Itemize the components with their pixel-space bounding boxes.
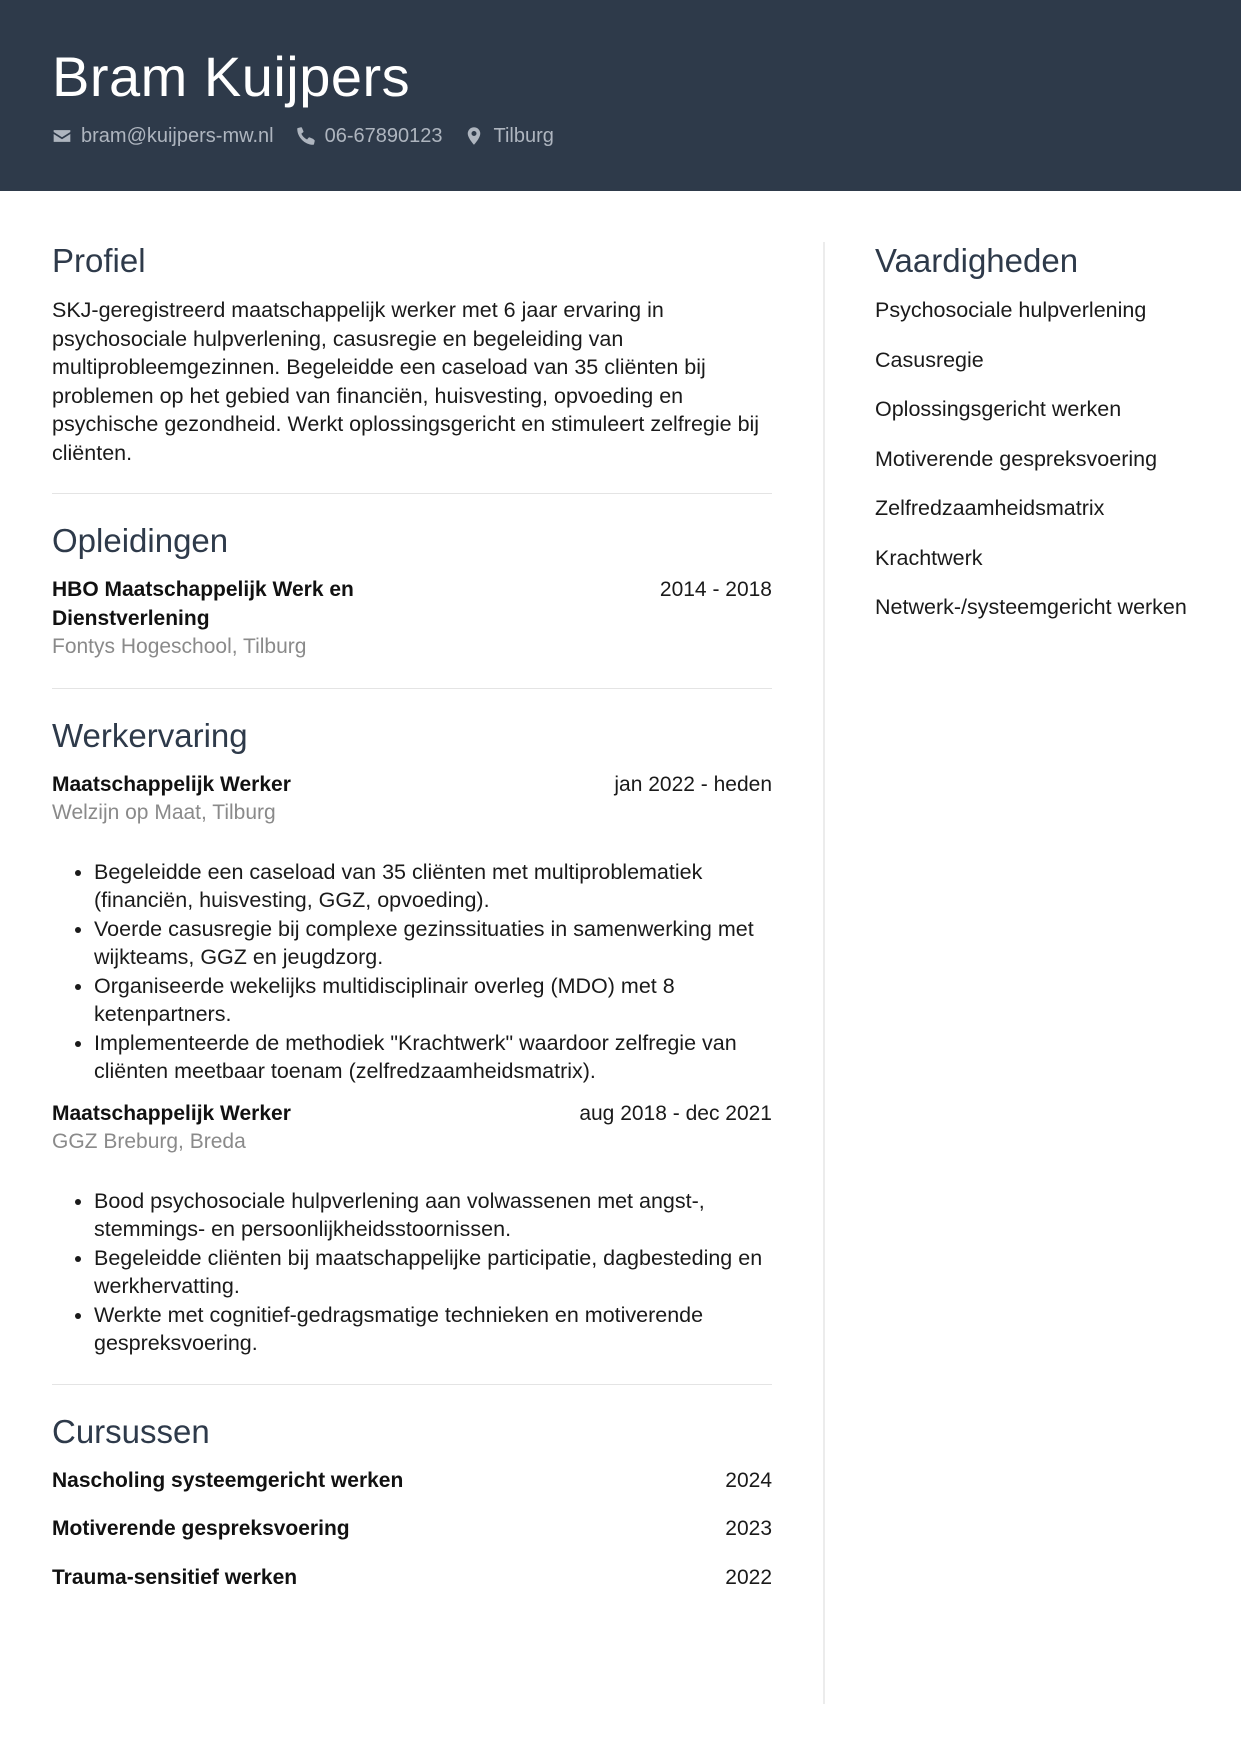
column-divider <box>823 242 825 1704</box>
courses-section <box>52 1409 772 1639</box>
course-entry <box>52 1515 772 1544</box>
job-bullet: • Voerde casusregie bij complexe gezinssituaties in samenwerking met wijkteams, GGZ en jeugdzorg. <box>94 915 772 972</box>
education-section <box>52 518 772 689</box>
course-year: 2023 <box>725 1517 772 1540</box>
profile-text: SKJ-geregistreerd maatschappelijk werker met 6 jaar ervaring in psychosociale hulpverlening, casusregie en begeleiding van multiprobleemgezinnen. Begeleidde een caseload van 35 cliënten bij problemen op het gebied van financiën, huisvesting, opvoeding en psychische gezondheid. Werkt oplossingsgericht en stimuleert zelfregie bij cliënten. <box>52 298 760 465</box>
school-name: Fontys Hogeschool, Tilburg <box>52 635 307 658</box>
job-bullet: • Organiseerde wekelijks multidisciplinair overleg (MDO) met 8 ketenpartners. <box>94 972 772 1029</box>
section-title-skills: Vaardigheden <box>875 242 1079 279</box>
skill-item: Zelfredzaamheidsmatrix <box>875 496 1105 520</box>
job-role: Maatschappelijk Werker <box>52 1101 291 1125</box>
education-entry <box>52 576 772 662</box>
job-bullet: • Werkte met cognitief-gedragsmatige technieken en motiverende gespreksvoering. <box>94 1301 772 1358</box>
course-entry <box>52 1467 772 1496</box>
job-dates: aug 2018 - dec 2021 <box>579 1101 772 1125</box>
education-dates: 2014 - 2018 <box>659 578 772 601</box>
job-role: Maatschappelijk Werker <box>52 772 291 796</box>
map-pin-icon <box>464 126 484 146</box>
phone-icon <box>296 126 316 146</box>
job-entry <box>52 771 772 1086</box>
envelope-icon <box>52 126 72 146</box>
skill-item: Psychosociale hulpverlening <box>875 298 1147 322</box>
skill-item: Oplossingsgericht werken <box>875 397 1122 421</box>
section-title-experience: Werkervaring <box>52 716 248 754</box>
job-dates: jan 2022 - heden <box>614 772 772 796</box>
sidebar-column <box>875 238 1205 643</box>
job-entry <box>52 1100 772 1358</box>
course-name: Trauma-sensitief werken <box>52 1565 298 1589</box>
course-name: Motiverende gespreksvoering <box>52 1517 350 1540</box>
main-column <box>52 238 772 1662</box>
job-bullet: • Bood psychosociale hulpverlening aan volwassenen met angst-, stemmings- en persoonlijkheidsstoornissen. <box>94 1187 772 1244</box>
job-bullets <box>52 1187 772 1358</box>
job-bullet: • Implementeerde de methodiek "Krachtwerk" waardoor zelfregie van cliënten meetbaar toenam (zelfredzaamheidsmatrix). <box>94 1029 772 1086</box>
skill-item: Netwerk-/systeemgericht werken <box>875 595 1187 619</box>
course-year: 2022 <box>725 1565 772 1589</box>
job-bullet: • Begeleidde cliënten bij maatschappelijke participatie, dagbesteding en werkhervatting. <box>94 1244 772 1301</box>
job-company: GGZ Breburg, Breda <box>52 1130 246 1153</box>
skill-item: Motiverende gespreksvoering <box>875 446 1158 471</box>
skill-item: Krachtwerk <box>875 545 983 570</box>
course-entry <box>52 1564 772 1593</box>
section-title-courses: Cursussen <box>52 1412 210 1450</box>
profile-section <box>52 238 772 494</box>
contact-email[interactable] <box>52 125 274 148</box>
skills-list <box>875 296 1205 622</box>
job-bullet: • Begeleidde een caseload van 35 cliënten met multiproblematiek (financiën, huisvesting, GGZ, opvoeding). <box>94 858 772 915</box>
skill-item: Casusregie <box>875 347 984 372</box>
job-company: Welzijn op Maat, Tilburg <box>52 801 276 824</box>
candidate-name: Bram Kuijpers <box>52 45 411 108</box>
section-title-profile: Profiel <box>52 242 146 279</box>
location-text: Tilburg <box>493 124 554 147</box>
job-bullets <box>52 858 772 1086</box>
section-title-education: Opleidingen <box>52 522 229 559</box>
course-name: Nascholing systeemgericht werken <box>52 1468 404 1492</box>
degree-title: HBO Maatschappelijk Werk en Dienstverlening <box>52 578 354 630</box>
experience-section <box>52 713 772 1385</box>
contact-bar <box>52 122 576 150</box>
email-text: bram@kuijpers-mw.nl <box>81 124 274 147</box>
course-year: 2024 <box>725 1468 772 1492</box>
contact-phone[interactable] <box>296 125 443 148</box>
header-banner <box>0 0 1241 191</box>
phone-text: 06-67890123 <box>324 124 443 147</box>
contact-location <box>464 125 553 148</box>
